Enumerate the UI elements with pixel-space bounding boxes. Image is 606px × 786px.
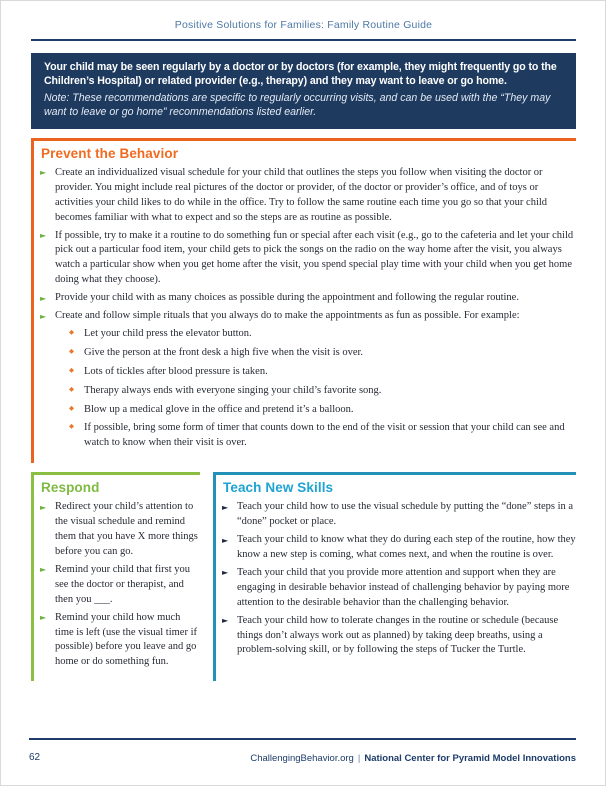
diamond-bullet-icon: ◆ xyxy=(69,346,74,355)
bullet-arrow-icon: ► xyxy=(40,502,47,512)
diamond-bullet-icon: ◆ xyxy=(69,422,74,431)
bullet-text: Redirect your child’s attention to the visual schedule and remind them that you have X more things before you can go. xyxy=(55,501,198,557)
banner-note: Note: These recommendations are specific to regularly occurring visits, and can be used with the “They may want to leave or go home” recommendations listed earlier. xyxy=(44,91,551,118)
diamond-bullet-icon: ◆ xyxy=(69,365,74,374)
example-text: Let your child press the elevator button. xyxy=(84,327,252,339)
bullet-arrow-icon: ► xyxy=(40,565,47,575)
list-item xyxy=(222,500,576,530)
diamond-bullet-icon: ◆ xyxy=(69,384,74,393)
section-teach-new-skills xyxy=(213,472,576,681)
footer-credit xyxy=(250,753,576,764)
page-content xyxy=(1,1,605,681)
list-item xyxy=(40,611,200,671)
list-item xyxy=(40,500,200,560)
footer-org-name: National Center for Pyramid Model Innovations xyxy=(364,753,576,764)
example-text: Therapy always ends with everyone singing your child’s favorite song. xyxy=(84,384,382,396)
list-item xyxy=(40,229,576,289)
bullet-text: Teach your child how to tolerate changes in the routine or schedule (because things don’t always work out as planned) by taking deep breaths, using a problem-solving skill, or by following the steps of Tucker the Turtle. xyxy=(237,614,559,656)
bullet-text: Teach your child to know what they do during each step of the routine, how they know a new step is coming, what comes next, and when the routine is over. xyxy=(237,534,576,560)
example-text: Give the person at the front desk a high five when the visit is over. xyxy=(84,346,364,358)
list-item xyxy=(40,563,200,608)
section-prevent-the-behavior xyxy=(31,138,576,463)
footer-site-url: ChallengingBehavior.org xyxy=(250,753,354,764)
bullet-arrow-icon: ► xyxy=(40,293,47,303)
list-item xyxy=(40,309,576,324)
list-item xyxy=(222,566,576,611)
bullet-text: Create and follow simple rituals that you always do to make the appointments as fun as possible. For example: xyxy=(55,310,520,322)
bullet-text: Remind your child how much time is left (use the visual timer if possible) before you leave and go home or do something fun. xyxy=(55,611,198,668)
bullet-arrow-icon: ► xyxy=(222,568,229,578)
section-title-teach: Teach New Skills xyxy=(223,480,334,496)
example-text: If possible, bring some form of timer that counts down to the end of the visit or session that your child can see and watch to know when their visit is over. xyxy=(84,422,565,449)
example-list-item xyxy=(40,346,576,361)
example-list-item xyxy=(40,384,576,399)
section-respond xyxy=(31,472,200,681)
respond-bullet-list xyxy=(40,500,200,670)
header-divider xyxy=(31,39,576,41)
bullet-arrow-icon: ► xyxy=(40,231,47,240)
bullet-arrow-icon: ► xyxy=(40,311,47,321)
list-item xyxy=(40,166,576,226)
bullet-text: Provide your child with as many choices as possible during the appointment and following the regular routine. xyxy=(55,292,519,304)
bullet-text: Remind your child that first you see the doctor or therapist, and then you ___. xyxy=(55,563,191,605)
example-list-item xyxy=(40,327,576,342)
teach-bullet-list xyxy=(222,500,576,658)
list-item xyxy=(222,533,576,563)
list-item xyxy=(40,291,576,306)
page-number: 62 xyxy=(29,752,41,763)
bullet-arrow-icon: ► xyxy=(222,502,229,512)
bullet-text: Create an individualized visual schedule for your child that outlines the steps you follow when visiting the doctor or provider. You might include real pictures of the doctor or provider, of the doctor or provider’s office, and of toys or activities your child likes to do while in the office. Try to follow the same routine each time you go so that your child becomes familiar with what to expect and so the steps are as routine as possible. xyxy=(55,166,548,223)
footer-divider xyxy=(29,738,576,740)
bullet-arrow-icon: ► xyxy=(40,168,47,178)
page-title: Positive Solutions for Families: Family Routine Guide xyxy=(174,19,433,31)
example-list-item xyxy=(40,421,576,451)
bullet-arrow-icon: ► xyxy=(222,535,229,545)
two-column-area xyxy=(31,472,576,681)
example-list-item xyxy=(40,365,576,380)
example-text: Blow up a medical glove in the office and pretend it’s a balloon. xyxy=(84,403,354,415)
routine-context-banner xyxy=(31,53,576,129)
bullet-text: Teach your child how to use the visual schedule by putting the “done” steps in a “done” pocket or place. xyxy=(237,501,574,528)
bullet-arrow-icon: ► xyxy=(40,613,47,623)
list-item xyxy=(222,614,576,659)
diamond-bullet-icon: ◆ xyxy=(69,403,74,412)
bullet-arrow-icon: ► xyxy=(222,616,229,626)
section-title-prevent: Prevent the Behavior xyxy=(41,145,179,161)
footer-separator: | xyxy=(357,753,361,764)
bullet-text: If possible, try to make it a routine to do something fun or special after each visit (e.g., go to the cafeteria and let your child pick out a particular food item, your child gets to pick the songs on the radio on the way home after the visit, you always watch a particular show when you get home after the visit, you spend special play time with your child when you get home doing what they choose). xyxy=(55,229,574,286)
banner-text: Your child may be seen regularly by a doctor or by doctors (for example, they might frequently go to the Children’s Hospital) or related provider (e.g., therapy) and they may want to leave or go home. xyxy=(44,61,557,87)
example-list-item xyxy=(40,403,576,418)
section-title-respond: Respond xyxy=(41,480,100,496)
diamond-bullet-icon: ◆ xyxy=(69,327,74,336)
prevent-bullet-list xyxy=(40,166,576,451)
example-text: Lots of tickles after blood pressure is taken. xyxy=(84,365,268,377)
bullet-text: Teach your child that you provide more attention and support when they are engaging in desirable behavior instead of challenging behavior by paying more attention to the desirable behavior than the challenging behavior. xyxy=(237,566,570,608)
